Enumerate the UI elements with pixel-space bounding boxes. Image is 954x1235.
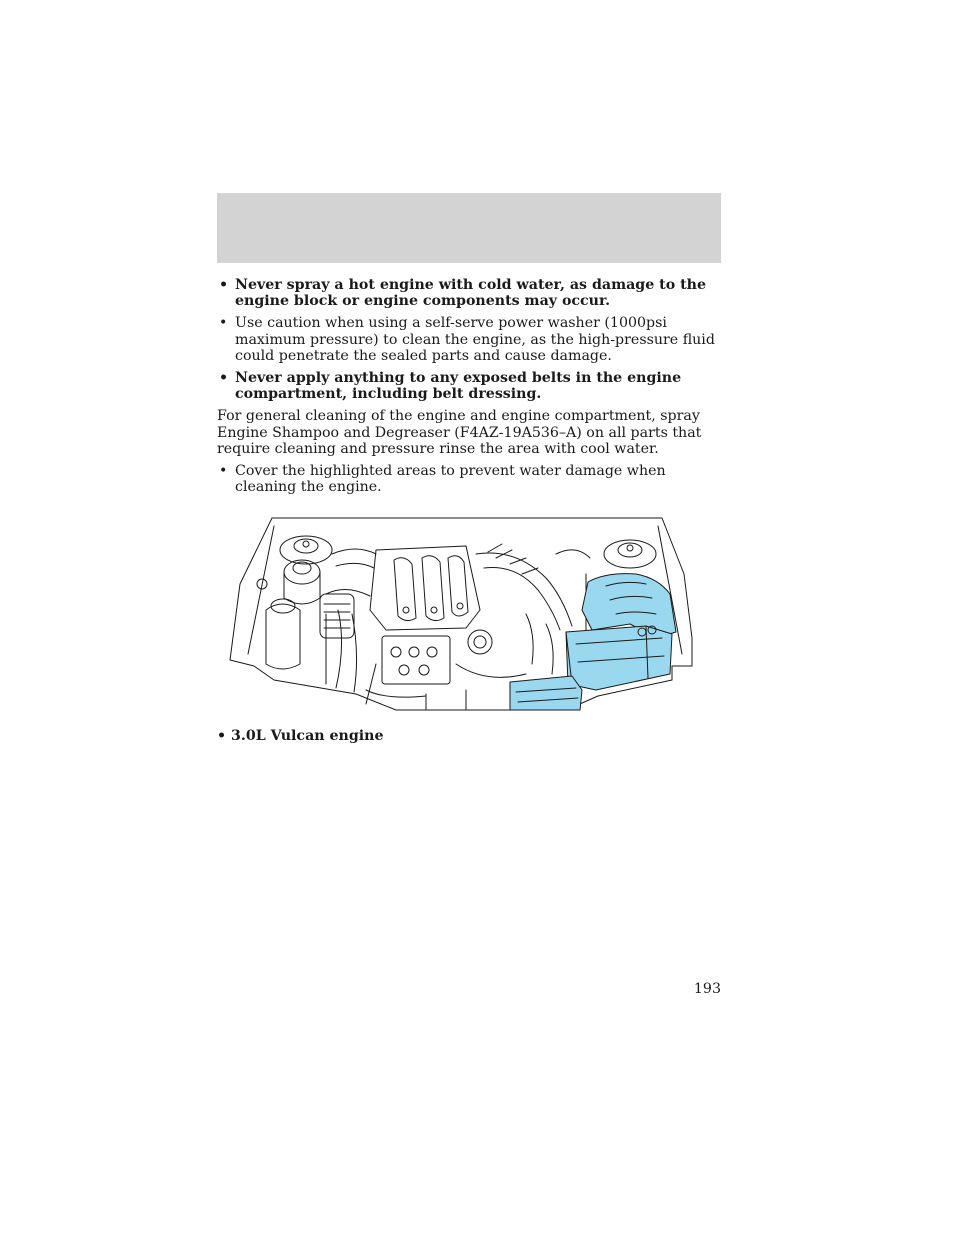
alternator xyxy=(320,594,354,638)
cleaning-paragraph: For general cleaning of the engine and engine compartment, spray Engine Shampoo and Degreaser (F4AZ-19A536–A) on all parts that require cleaning and pressure rinse the area with cool water. xyxy=(217,408,702,457)
bullet-belt-warning xyxy=(217,370,721,402)
bullet-text: Use caution when using a self-serve power washer (1000psi maximum pressure) to clean the engine, as the high-pressure fluid could penetrate the sealed parts and cause damage. xyxy=(235,315,715,364)
intake-plenum xyxy=(370,546,480,630)
page-content xyxy=(217,277,721,501)
strut-tower-right xyxy=(604,540,656,568)
fender-line-left xyxy=(248,526,274,654)
figure-caption xyxy=(217,728,721,744)
battery-highlight xyxy=(566,626,672,690)
bullet-dot: • xyxy=(219,277,229,293)
bullet-cover-highlighted xyxy=(217,463,721,495)
bullet-dot: • xyxy=(219,370,229,387)
page-number: 193 xyxy=(693,981,721,997)
bullet-text: Never spray a hot engine with cold water, as damage to the engine block or engine components may occur. xyxy=(235,277,707,310)
air-intake-hose xyxy=(476,553,572,626)
bullet-hot-engine-warning xyxy=(217,277,721,309)
washer-reservoir xyxy=(266,604,300,669)
caption-text: 3.0L Vulcan engine xyxy=(231,728,384,744)
bullet-text: Never apply anything to any exposed belts in the engine compartment, including belt dressing. xyxy=(235,370,682,403)
oil-filler-cap xyxy=(468,630,492,654)
engine-compartment-illustration xyxy=(226,514,710,714)
bullet-dot: • xyxy=(217,728,227,744)
chapter-header-band xyxy=(217,193,721,263)
bullet-dot: • xyxy=(219,315,228,332)
bullet-text: Cover the highlighted areas to prevent water damage when cleaning the engine. xyxy=(235,463,666,496)
bullet-dot: • xyxy=(219,463,228,480)
fuse-panel xyxy=(382,636,450,684)
distributor-highlight xyxy=(510,676,582,710)
highlighted-areas xyxy=(510,574,676,710)
bullet-power-washer-caution xyxy=(217,315,721,364)
